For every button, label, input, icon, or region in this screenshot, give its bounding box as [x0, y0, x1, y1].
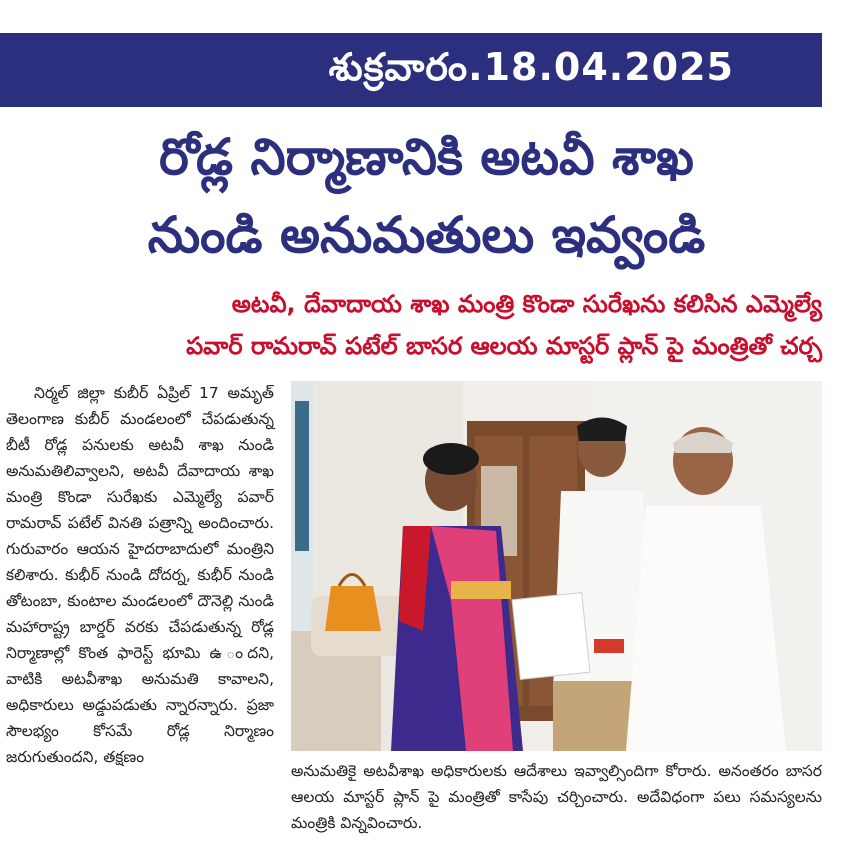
subheadline-line-2: పవార్ రామరావ్ పటేల్ బాసర ఆలయ మాస్టర్ ప్లాన్ పై మంత్రితో చర్చ: [186, 332, 822, 360]
photo-caption-text: అనుమతికై అటవీశాఖ అధికారులకు ఆదేశాలు ఇవ్వాల్సిందిగా కోరారు. అనంతరం బాసర ఆలయ మాస్టర్ ప్లాన్ పై మంత్రితో కాసేపు చర్చించారు. అదేవిధంగా పలు సమస్యలను మంత్రికి విన్నవించారు.: [291, 762, 822, 832]
photo-caption: [291, 758, 822, 836]
photo-illustration: [291, 381, 822, 751]
news-photo: [291, 381, 822, 751]
article-body-column: [6, 380, 274, 770]
date-banner: [0, 33, 822, 107]
headline-line-2: నుండి అనుమతులు ఇవ్వండి: [147, 206, 706, 264]
article-body-text: నిర్మల్ జిల్లా కుబీర్ ఏప్రిల్ 17 అమృత్ తెలంగాణ కుబీర్ మండలంలో చేపడుతున్న బీటీ రోడ్ల పనులకు అటవీ శాఖ నుండి అనుమతిలివ్వాలని, అటవీ దేవాదాయ శాఖ మంత్రి కొండా సురేఖకు ఎమ్మెల్యే పవార్ రామరావ్ పటేల్ వినతి పత్రాన్ని అందించారు. గురువారం ఆయన హైదరాబాదులో మంత్రిని కలిశారు. కుభీర్ నుండి దోదర్న, కుభీర్ నుండి తోటంబా, కుంటాల మండలంలో దౌనెల్లి నుండి మహారాష్ట్ర బార్డర్ వరకు చేపడుతున్న రోడ్ల నిర్మాణాల్లో కొంత ఫారెస్ట్ భూమి ఉ ందని, వాటికి అటవీశాఖ అనుమతి కావాలని, అధికారులు అడ్డుపడుతు న్నారన్నారు. ప్రజా సౌలభ్యం కోసమే రోడ్ల నిర్మాణం జరుగుతుందని, తక్షణం: [6, 384, 274, 766]
headline-line-1: రోడ్ల నిర్మాణానికి అటవీ శాఖ: [159, 128, 694, 186]
subheadline-line-1: అటవీ, దేవాదాయ శాఖ మంత్రి కొండా సురేఖను కలిసిన ఎమ్మెల్యే: [231, 290, 822, 318]
publication-date: శుక్రవారం.18.04.2025: [328, 45, 734, 89]
